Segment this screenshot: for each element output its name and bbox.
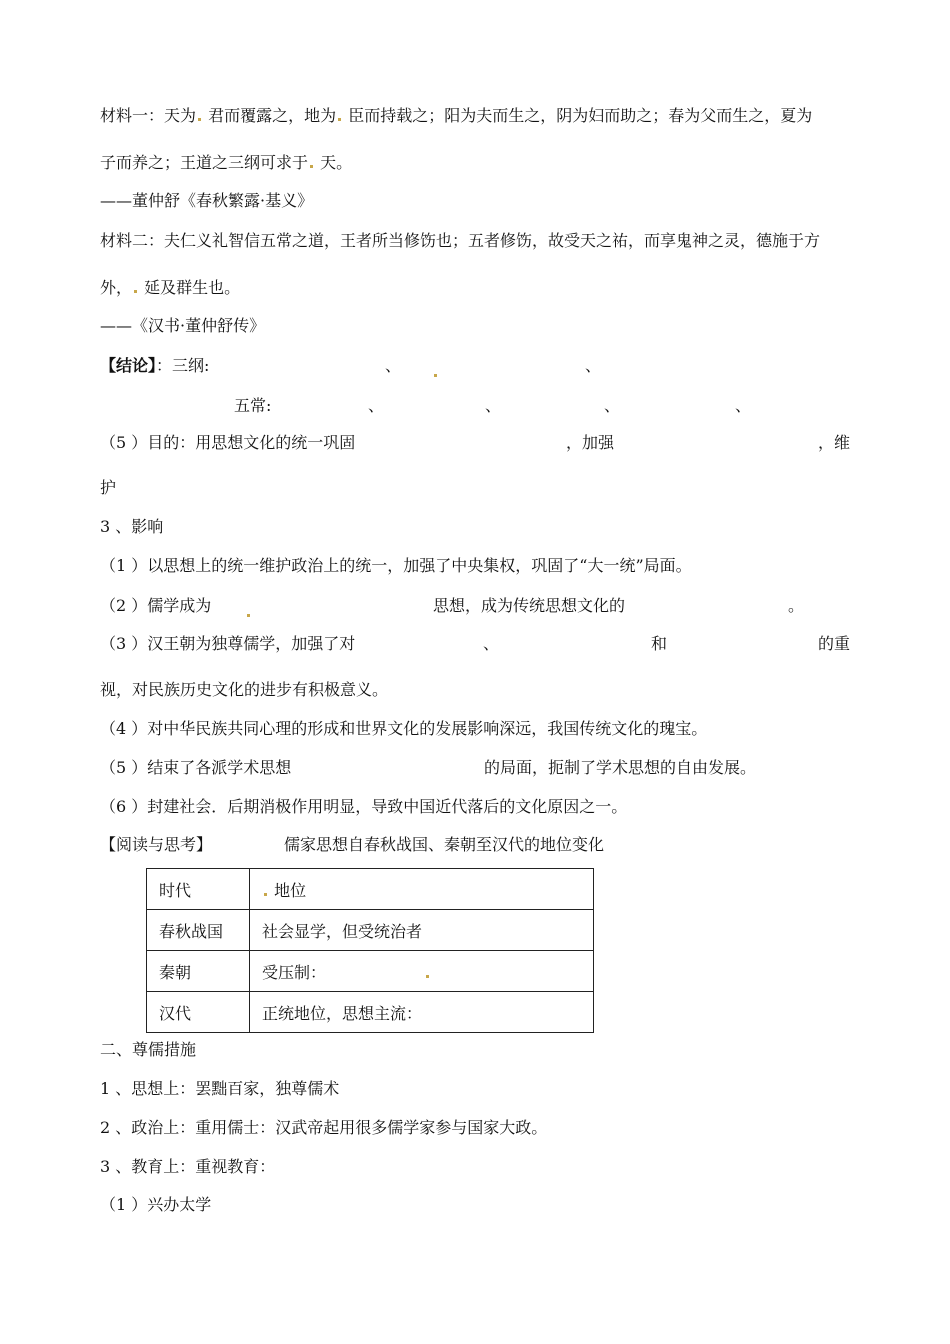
impact-1: （1 ）以思想上的统一维护政治上的统一，加强了中央集权，巩固了“大一统”局面。 [100,556,692,575]
material-2-line-2: 外， 延及群生也。 [100,278,241,297]
table-row [147,992,594,1033]
impact-3-cont: 视，对民族历史文化的进步有积极意义。 [100,680,389,699]
conclusion-sep-2: 、 [585,356,602,375]
conclusion-line: 【结论】：三纲: [100,356,210,375]
impact-2-part-2: 思想，成为传统思想文化的 [433,596,626,615]
impact-4: （4 ）对中华民族共同心理的形成和世界文化的发展影响深远，我国传统文化的瑰宝。 [100,719,708,738]
mark-dot [245,602,252,622]
impact-3-end: 的重 [818,634,851,653]
wuchang-sep-3: 、 [604,396,621,415]
measure-1: 1 、思想上：罢黜百家，独尊儒术 [100,1079,340,1098]
measure-3: 3 、教育上：重视教育： [100,1157,276,1176]
mark-dot [426,975,429,978]
table-row [147,951,594,992]
table-cell: 汉代 [147,992,250,1033]
conclusion-sep-1: 、 [385,356,402,375]
table-row [147,910,594,951]
wuchang-sep-2: 、 [485,396,502,415]
purpose-part-2: ，加强 [566,433,615,452]
wuchang-label: 五常: [234,396,272,415]
reading-label: 【阅读与思考】 [100,835,213,854]
wuchang-sep-1: 、 [368,396,385,415]
section-2-heading: 二、尊儒措施 [100,1040,197,1059]
table-header-row [147,869,594,910]
impact-2: （2 ）儒学成为 [100,596,212,615]
impact-3: （3 ）汉王朝为独尊儒学，加强了对 [100,634,356,653]
reading-title: 儒家思想自春秋战国、秦朝至汉代的地位变化 [284,835,605,854]
wuchang-sep-4: 、 [735,396,752,415]
measure-3-1: （1 ）兴办太学 [100,1195,212,1214]
table-header-status: 地位 [250,869,594,910]
purpose-cont: 护 [100,478,117,497]
table-cell: 社会显学，但受统治者 [250,910,594,951]
mark-dot [198,118,201,121]
table-cell: 秦朝 [147,951,250,992]
impact-2-part-3: 。 [788,596,805,615]
table-cell: 春秋战国 [147,910,250,951]
table-cell: 受压制： [250,951,594,992]
measure-2: 2 、政治上：重用儒士：汉武帝起用很多儒学家参与国家大政。 [100,1118,548,1137]
impact-6: （6 ）封建社会．后期消极作用明显，导致中国近代落后的文化原因之一。 [100,797,628,816]
mark-dot [338,118,341,121]
mark-dot [264,893,267,896]
purpose-line: （5 ）目的：用思想文化的统一巩固 [100,433,356,452]
material-2-line-1: 材料二：夫仁义礼智信五常之道，王者所当修饬也；五者修饬，故受天之祐，而享鬼神之灵，德施于方 [100,231,821,250]
impact-3-sep: 、 [483,634,500,653]
material-1-line-2: 子而养之；王道之三纲可求于 天。 [100,153,353,172]
mark-dot [432,362,439,382]
table-cell: 正统地位，思想主流： [250,992,594,1033]
mark-dot [310,165,313,168]
material-2-source: ——《汉书·董仲舒传》 [100,316,266,335]
purpose-part-3: ，维 [818,433,851,452]
impact-5: （5 ）结束了各派学术思想 [100,758,292,777]
impact-3-and: 和 [651,634,668,653]
table-header-era: 时代 [147,869,250,910]
material-1-line-1: 材料一：天为 君而覆露之，地为 臣而持载之；阳为夫而生之，阴为妇而助之；春为父而生之，夏为 [100,106,813,125]
status-table [146,868,594,1033]
material-1-source: ——董仲舒《春秋繁露·基义》 [100,191,314,210]
section-3-heading: 3 、影响 [100,517,164,536]
mark-dot [134,290,137,293]
impact-5-part-2: 的局面，扼制了学术思想的自由发展。 [484,758,757,777]
